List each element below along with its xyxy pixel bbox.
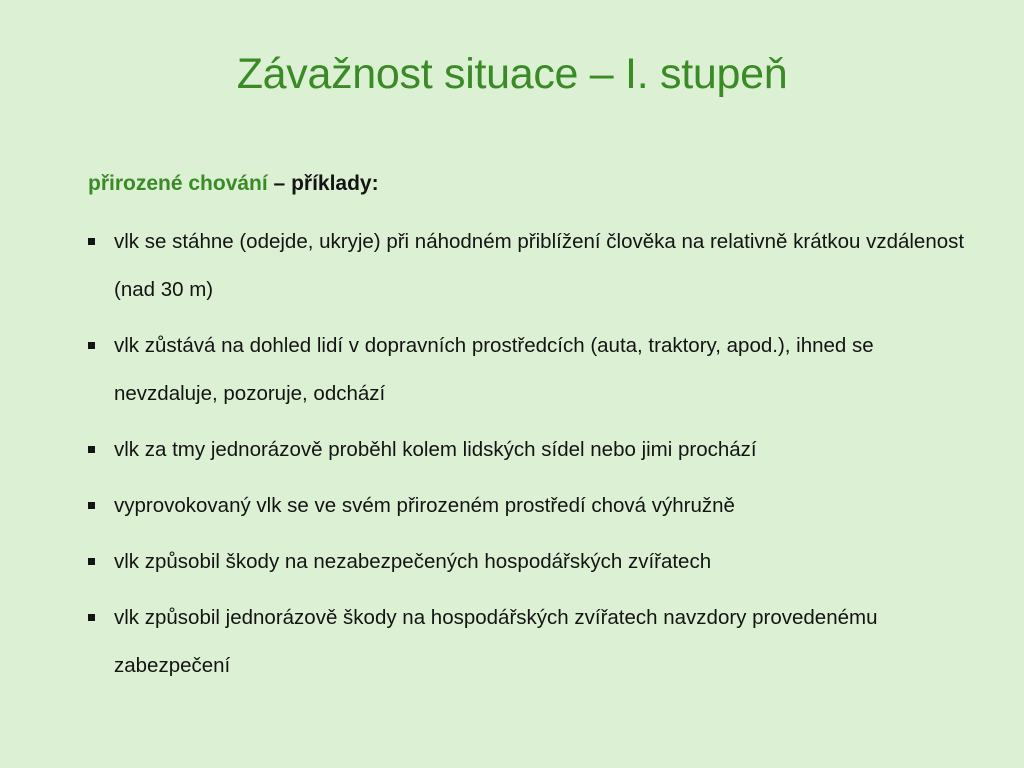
bullet-text: vyprovokovaný vlk se ve svém přirozeném prostředí chová výhružně xyxy=(114,494,735,517)
bullet-item xyxy=(88,322,968,418)
bullet-text: vlk za tmy jednorázově proběhl kolem lidských sídel nebo jimi prochází xyxy=(114,438,757,461)
subheading-rest: – příklady: xyxy=(267,172,379,195)
bullet-text: vlk způsobil škody na nezabezpečených hospodářských zvířatech xyxy=(114,550,712,573)
square-bullet-icon xyxy=(88,502,95,509)
subheading xyxy=(88,168,379,200)
bullet-text: vlk zůstává na dohled lidí v dopravních prostředcích (auta, traktory, apod.), ihned se nevzdaluje, pozoruje, odchází xyxy=(114,334,874,405)
square-bullet-icon xyxy=(88,446,95,453)
bullet-item xyxy=(88,538,968,586)
bullet-item xyxy=(88,426,968,474)
square-bullet-icon xyxy=(88,342,95,349)
bullet-text: vlk způsobil jednorázově škody na hospodářských zvířatech navzdory provedenému zabezpečení xyxy=(114,606,878,677)
square-bullet-icon xyxy=(88,614,95,621)
square-bullet-icon xyxy=(88,558,95,565)
bullet-item xyxy=(88,594,968,690)
slide-title: Závažnost situace – I. stupeň xyxy=(236,50,788,98)
subheading-accent: přirozené chování xyxy=(88,172,268,195)
square-bullet-icon xyxy=(88,238,95,245)
bullet-text: vlk se stáhne (odejde, ukryje) při náhodném přiblížení člověka na relativně krátkou vzdálenost (nad 30 m) xyxy=(114,230,965,301)
bullet-list xyxy=(88,218,968,698)
bullet-item xyxy=(88,482,968,530)
bullet-item xyxy=(88,218,968,314)
